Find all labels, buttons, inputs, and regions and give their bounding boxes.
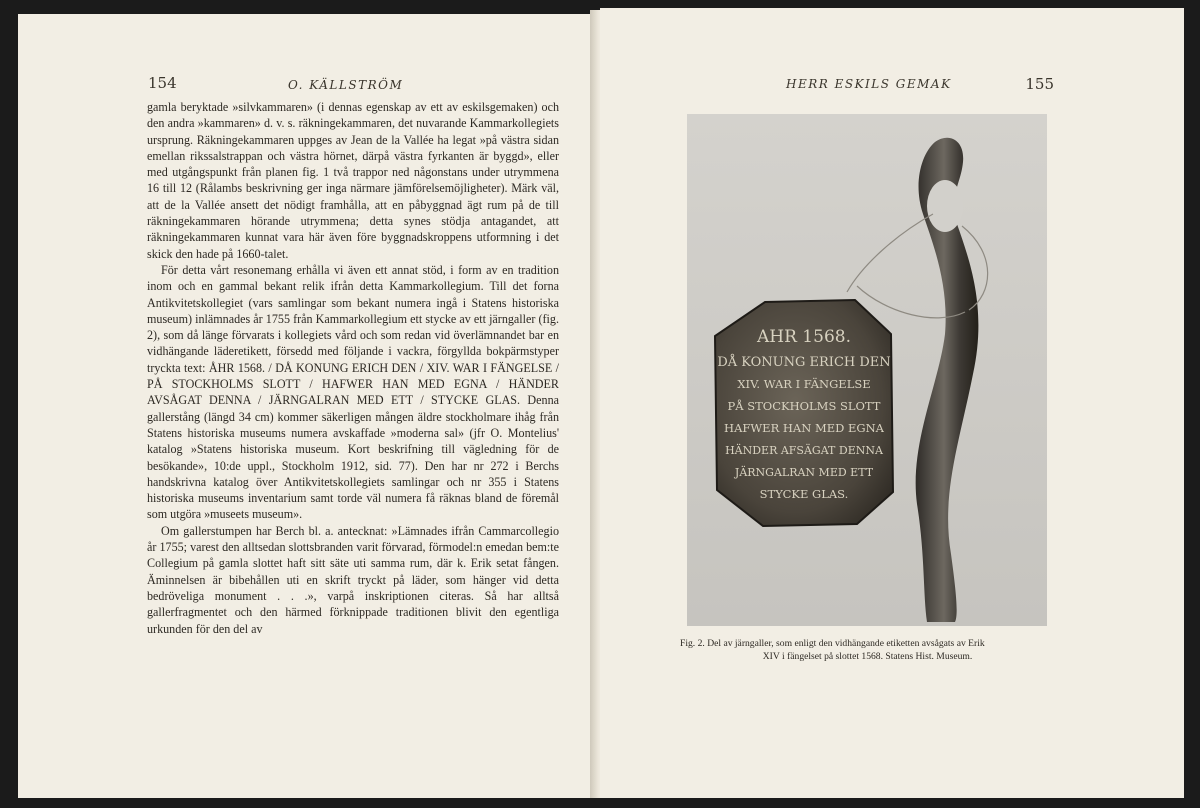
running-head-right: HERR ESKILS GEMAK bbox=[786, 77, 952, 91]
label-line-6: HÄNDER AFSÄGAT DENNA bbox=[725, 444, 883, 457]
label-line-3: XIV. WAR I FÄNGELSE bbox=[737, 377, 871, 391]
body-text bbox=[147, 99, 559, 637]
label-line-7: JÄRNGALRAN MED ETT bbox=[734, 466, 874, 479]
label-line-4: PÅ STOCKHOLMS SLOTT bbox=[727, 399, 881, 413]
label-line-8: STYCKE GLAS. bbox=[759, 487, 849, 501]
running-head-left: O. KÄLLSTRÖM bbox=[288, 78, 404, 92]
page-number-right: 155 bbox=[1025, 75, 1054, 93]
paragraph-1: gamla beryktade »silvkammaren» (i dennas egenskap av ett av eskilsgemaken) och den andra »kammaren» d. v. s. räkningekammaren, det nuvarande Kammarkollegiets ursprung. Räkningekammaren uppges av Jean de la Vallée ha legat »på västra sidan emellan rikssalstrappan och västra hörnet, därpå västra fyrkanten är byggd», eller med utgångspunkt från planen fig. 1 två trappor ned någonstans under utrymmena 16 till 12 (Rålambs beskrivning ger inga närmare jämförelsemöjligheter). Märk väl, att de la Vallée ansett det nödigt framhålla, att en påbyggnad ägt rum på de till räkningekammaren hörande utrymmena; detta synes stödja antagandet, att räkningekammaren kunnat vara här även före byggnadskroppens utformning i det skick den hade på 1660-talet. bbox=[147, 100, 559, 261]
iron-bar-photo bbox=[687, 114, 1047, 626]
paragraph-2: För detta vårt resonemang erhålla vi även ett annat stöd, i form av en tradition inom och en gammal bekant relik ifrån detta Kammarkollegium. Till det forna Antikvitetskollegiet (vars samlingar som bekant numera ingå i Statens historiska museum) inlämnades år 1755 från Kammarkollegium ett stycke av ett järngaller (fig. 2), som då länge förvarats i kollegiets vård och som redan vid överlämnandet bar en vidhängande läderetikett, försedd med följande i vackra, förgyllda bokpärmstyper tryckta text: ÅHR 1568. / DÅ KONUNG ERICH DEN / XIV. WAR I FÄNGELSE / PÅ STOCKHOLMS SLOTT / HAFWER HAN MED EGNA / HÄNDER AVSÅGAT DENNA / JÄRNGALRAN MED ETT / STYCKE GLAS. Denna gallerstång (längd 34 cm) kommer säkerligen mången äldre stockholmare ihåg från Statens historiska museums numera avskaffade »moderna sal» (jfr O. Montelius' katalog »Statens historiska museum. Kort beskrifning till vägledning för de besökande», 10:de uppl., Stockholm 1912, sid. 77). Den har nr 272 i Berchs handskrivna katalog över Antikvitetskollegiets samlingar och nr 355 i Statens historiska museums inventarium samt torde väl numera få räknas bland de föremål som utgöra »museets museum». bbox=[147, 262, 559, 522]
caption-line-1: Fig. 2. Del av järngaller, som enligt den vidhängande etiketten avsågats av Erik bbox=[680, 638, 985, 649]
bar-loop bbox=[927, 180, 963, 232]
label-line-2: DÅ KONUNG ERICH DEN bbox=[717, 355, 891, 370]
right-page-header bbox=[600, 70, 1184, 94]
left-page bbox=[18, 14, 594, 798]
figure-photo bbox=[687, 114, 1047, 626]
paragraph-3: Om gallerstumpen har Berch bl. a. antecknat: »Lämnades ifrån Cammarcollegio år 1755; varest den alltsedan slottsbranden varit förvarad, förmodel:n emedan bem:te Collegium på gamla slottet haft sitt säte uti samma rum, där k. Erik setat fången. Äminnelsen är bibehållen uti en skrift tryckt på läder, som hänger vid detta bedröveliga monument . . .», varpå inskriptionen citeras. Så har alltså gallerfragmentet och den härmed förknippade traditionen blivit den egentliga urkunden för den del av bbox=[147, 523, 559, 636]
caption-line-2: XIV i fängelset på slottet 1568. Statens Hist. Museum. bbox=[762, 650, 973, 662]
figure-caption bbox=[680, 638, 1055, 663]
right-page bbox=[600, 8, 1184, 798]
page-number-left: 154 bbox=[148, 74, 177, 92]
left-page-header bbox=[18, 76, 594, 100]
label-line-1: AHR 1568. bbox=[757, 327, 851, 347]
label-line-5: HAFWER HAN MED EGNA bbox=[724, 421, 884, 435]
